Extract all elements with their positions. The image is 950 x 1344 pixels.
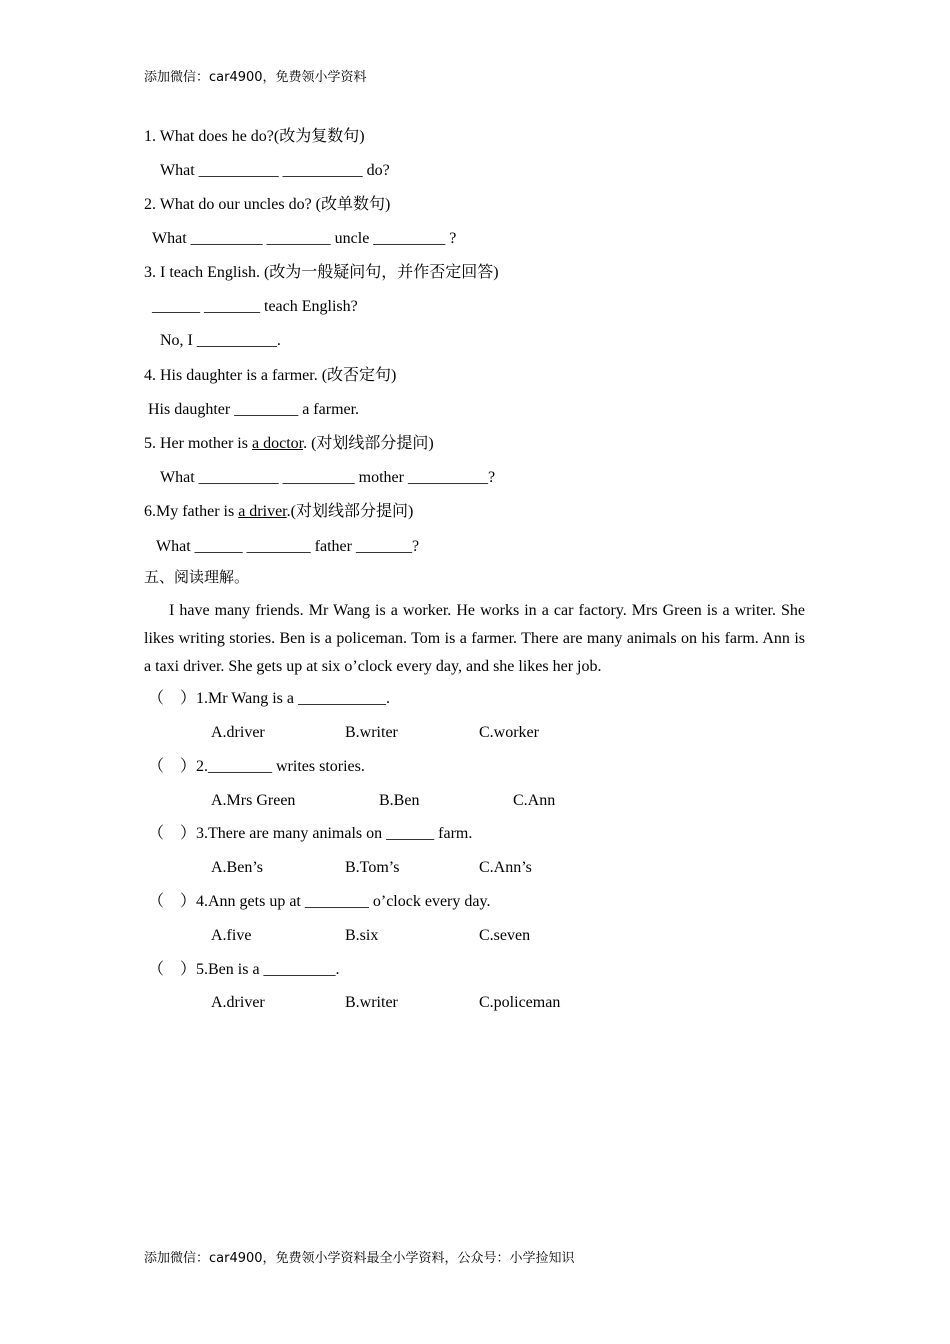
section-title: 五、阅读理解。 xyxy=(144,568,250,586)
exercise-5-prompt: 5. Her mother is a doctor. (对划线部分提问) xyxy=(144,435,434,452)
question-4-option-a: A.five xyxy=(211,927,252,944)
exercise-3-answer: ______ _______ teach English? xyxy=(152,298,358,315)
question-4-option-c: C.seven xyxy=(479,927,531,944)
question-3-option-b: B.Tom’s xyxy=(345,859,400,876)
exercise-2-prompt: 2. What do our uncles do? (改单数句) xyxy=(144,196,391,213)
question-1-option-b: B.writer xyxy=(345,724,398,741)
question-3: （ ）3.There are many animals on ______ farm. xyxy=(148,825,473,842)
exercise-1-answer: What __________ __________ do? xyxy=(160,162,390,179)
exercise-6-answer: What ______ ________ father _______? xyxy=(156,538,420,555)
question-5-option-b: B.writer xyxy=(345,994,398,1011)
exercise-4-answer: His daughter ________ a farmer. xyxy=(148,401,360,418)
underlined-phrase: a doctor xyxy=(251,435,304,452)
exercise-2-answer: What _________ ________ uncle _________ ? xyxy=(152,230,457,247)
exercise-5-answer: What __________ _________ mother __________? xyxy=(160,469,496,486)
question-2: （ ）2.________ writes stories. xyxy=(148,758,365,775)
exercise-1-prompt: 1. What does he do?(改为复数句) xyxy=(144,128,365,145)
question-4: （ ）4.Ann gets up at ________ o’clock every day. xyxy=(148,893,491,910)
question-1-option-c: C.worker xyxy=(479,724,539,741)
question-1: （ ）1.Mr Wang is a ___________. xyxy=(148,690,390,707)
underlined-phrase: a driver xyxy=(238,503,287,520)
question-2-option-c: C.Ann xyxy=(513,792,556,809)
question-2-option-a: A.Mrs Green xyxy=(211,792,296,809)
exercise-4-prompt: 4. His daughter is a farmer. (改否定句) xyxy=(144,367,397,384)
question-5-option-a: A.driver xyxy=(211,994,265,1011)
page-footer: 添加微信：car4900，免费领小学资料最全小学资料，公众号：小学捡知识 xyxy=(144,1251,575,1266)
reading-passage: I have many friends. Mr Wang is a worker. He works in a car factory. Mrs Green is a writer. She likes writing stories. Ben is a policeman. Tom is a farmer. There are many animals on his farm. Ann is a taxi driver. She gets up at six o’clock every day, and she likes her job. xyxy=(144,602,805,675)
exercise-3-answer-2: No, I __________. xyxy=(160,332,281,349)
question-4-option-b: B.six xyxy=(345,927,379,944)
question-5: （ ）5.Ben is a _________. xyxy=(148,961,340,978)
question-2-option-b: B.Ben xyxy=(379,792,420,809)
question-5-option-c: C.policeman xyxy=(479,994,561,1011)
question-3-option-c: C.Ann’s xyxy=(479,859,532,876)
question-1-option-a: A.driver xyxy=(211,724,265,741)
page-header: 添加微信：car4900，免费领小学资料 xyxy=(144,70,367,85)
exercise-6-prompt: 6.My father is a driver.(对划线部分提问) xyxy=(144,503,414,520)
question-3-option-a: A.Ben’s xyxy=(211,859,263,876)
exercise-3-prompt: 3. I teach English. (改为一般疑问句，并作否定回答) xyxy=(144,264,499,281)
